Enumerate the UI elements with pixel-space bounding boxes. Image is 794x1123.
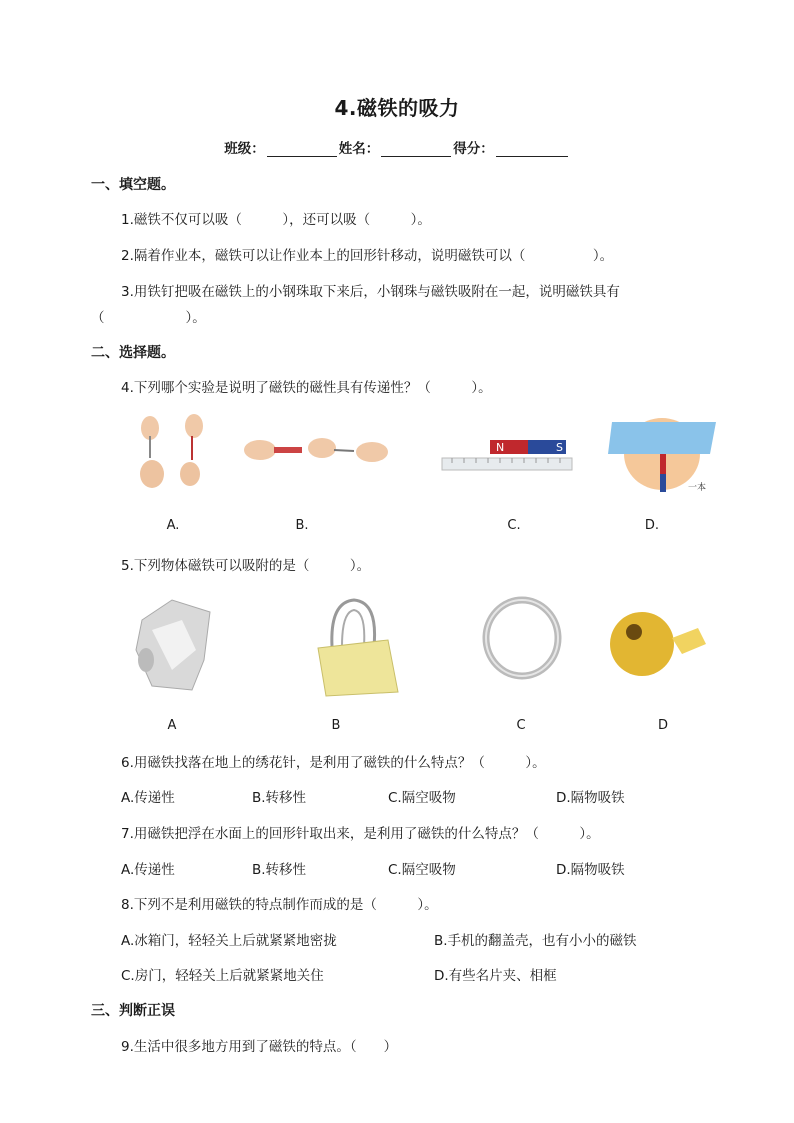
name-blank[interactable] — [381, 142, 451, 157]
q4-image-a-hands-nails — [128, 408, 216, 494]
q4-label-c: C. — [507, 518, 521, 533]
q5-image-d-golden-bell — [602, 598, 718, 690]
q5-label-d: D — [657, 718, 668, 733]
q4-label-a: A. — [166, 518, 180, 533]
q8-option-a[interactable]: A.冰箱门，轻轻关上后就紧紧地密拢 — [121, 933, 337, 949]
magnet-letter-n: N — [496, 441, 505, 454]
class-blank[interactable] — [267, 142, 337, 157]
q5-label-c: C — [516, 718, 526, 733]
question-6: 6.用磁铁找落在地上的绣花针，是利用了磁铁的什么特点？（ ）。 — [121, 755, 546, 771]
section-choice: 二、选择题。 — [91, 345, 175, 361]
q8-option-d[interactable]: D.有些名片夹、相框 — [434, 968, 557, 984]
question-9: 9.生活中很多地方用到了磁铁的特点。（ ） — [121, 1039, 398, 1055]
q4-image-c-bar-magnet-ruler — [432, 434, 574, 474]
section-true-false: 三、判断正误 — [91, 1003, 175, 1019]
score-blank[interactable] — [496, 142, 568, 157]
q6-option-c[interactable]: C.隔空吸物 — [388, 790, 456, 806]
q7-option-b[interactable]: B.转移性 — [252, 862, 307, 878]
question-2: 2.隔着作业本，磁铁可以让作业本上的回形针移动，说明磁铁可以（ ）。 — [121, 248, 614, 264]
q6-option-a[interactable]: A.传递性 — [121, 790, 175, 806]
q5-image-c-bracelet — [480, 594, 564, 682]
q4-image-b-hands-magnet — [242, 430, 392, 470]
q4-label-b: B. — [295, 518, 309, 533]
question-8: 8.下列不是利用磁铁的特点制作而成的是（ ）。 — [121, 897, 438, 913]
class-label: 班级： — [224, 141, 265, 157]
q4-image-d-book-magnet — [606, 410, 722, 494]
q8-option-b[interactable]: B.手机的翻盖壳，也有小小的磁铁 — [434, 933, 637, 949]
q6-option-d[interactable]: D.隔物吸铁 — [556, 790, 625, 806]
question-3-line1: 3.用铁钉把吸在磁铁上的小钢珠取下来后，小钢珠与磁铁吸附在一起，说明磁铁具有 — [121, 284, 620, 300]
q5-image-a-crushed-can — [132, 590, 218, 696]
question-4: 4.下列哪个实验是说明了磁铁的磁性具有传递性？（ ）。 — [121, 380, 492, 396]
q7-option-d[interactable]: D.隔物吸铁 — [556, 862, 625, 878]
q7-option-a[interactable]: A.传递性 — [121, 862, 175, 878]
question-1: 1.磁铁不仅可以吸（ ），还可以吸（ ）。 — [121, 212, 431, 228]
student-info-line — [0, 137, 794, 157]
q8-option-c[interactable]: C.房门，轻轻关上后就紧紧地关住 — [121, 968, 324, 984]
magnet-letter-s: S — [556, 441, 563, 454]
question-3-line2: （ ）。 — [91, 310, 206, 326]
q5-label-b: B — [331, 718, 341, 733]
section-fill-in: 一、填空题。 — [91, 177, 175, 193]
question-5: 5.下列物体磁铁可以吸附的是（ ）。 — [121, 558, 371, 574]
q6-option-b[interactable]: B.转移性 — [252, 790, 307, 806]
page-title: 4.磁铁的吸力 — [334, 96, 460, 120]
name-label: 姓名： — [338, 141, 380, 157]
book-caption: 一本 — [688, 483, 707, 493]
q7-option-c[interactable]: C.隔空吸物 — [388, 862, 456, 878]
score-label: 得分： — [453, 141, 494, 157]
question-7: 7.用磁铁把浮在水面上的回形针取出来，是利用了磁铁的什么特点？（ ）。 — [121, 826, 600, 842]
q4-label-d: D. — [644, 518, 660, 533]
q5-image-b-binder-clip — [302, 596, 406, 698]
q5-label-a: A — [167, 718, 177, 733]
